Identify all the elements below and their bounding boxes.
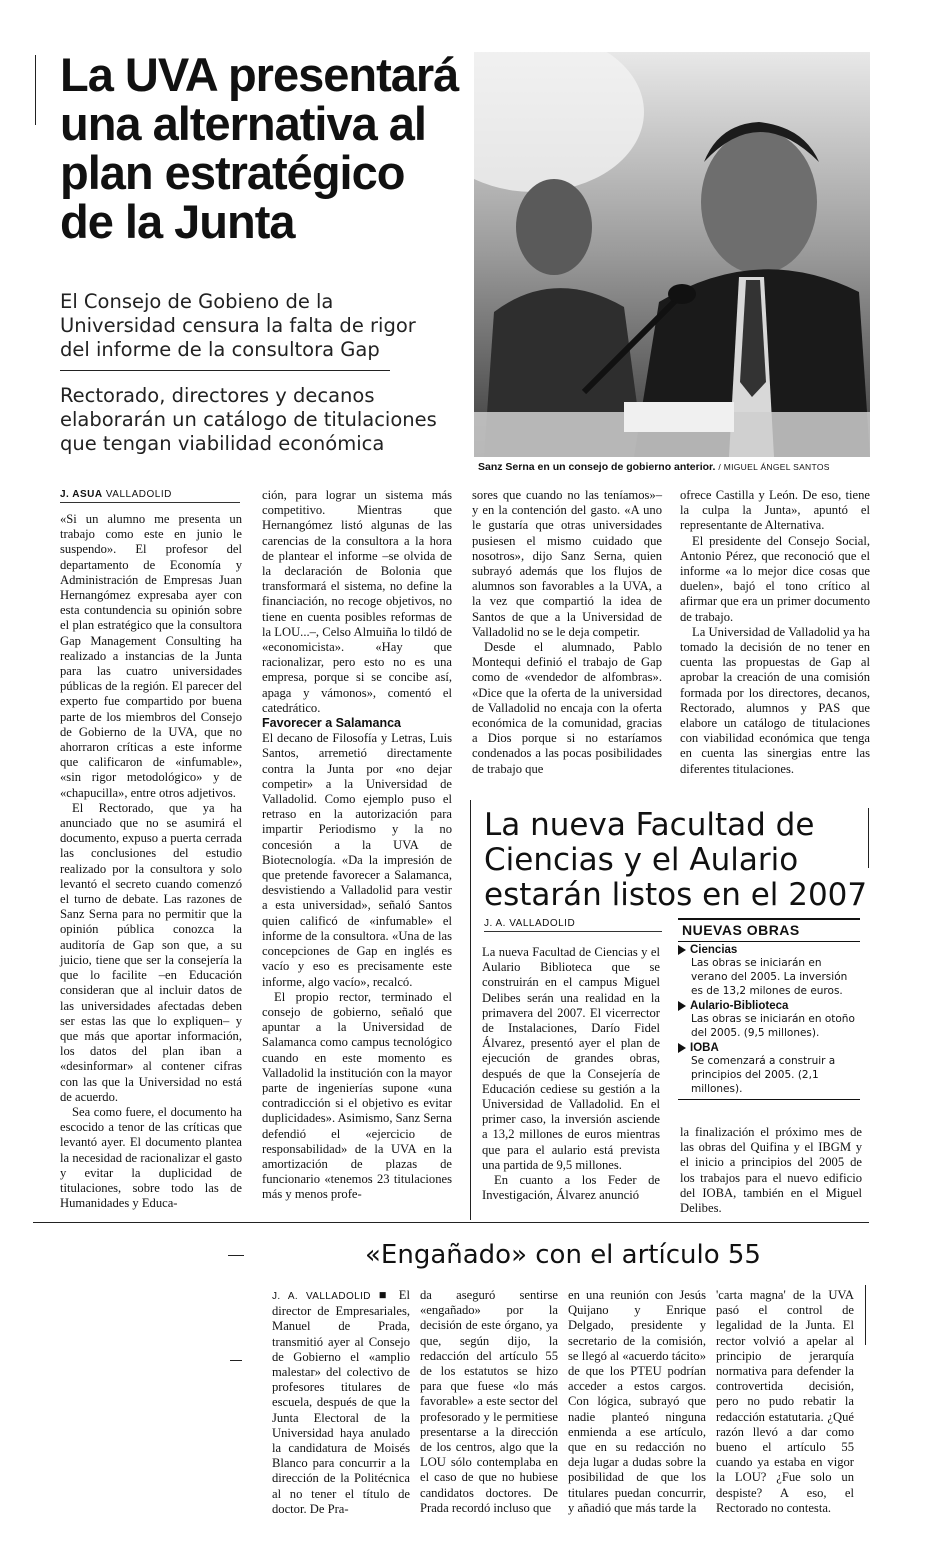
photo-credit: / MIGUEL ÁNGEL SANTOS	[718, 462, 830, 472]
deck-line: El Consejo de Gobieno de la	[60, 290, 334, 313]
paragraph: La nueva Facultad de Ciencias y el Aulario Biblioteca que se construirán en el campus Miguel Delibes serán una realidad en la primavera del 2007. El vicerrector de Instalaciones, Darío Fidel Álvarez, presentó ayer el plan de ejecución de grandes obras, después de que la Consejería de Educación cediese su gestión a la Universidad de Valladolid. En el primer caso, la inversión asciende a 13,2 millones de euros mientras que para el aulario está prevista una partida de 9,5 millones.	[482, 945, 660, 1172]
paragraph: Desde el alumnado, Pablo Montequi definió el trabajo de Gap como de «vendedor de alfombras». «Dice que la oferta de la universidad de Valladolid no encaja con la oferta económica de la comunidad, gracias a Dios porque si no estaríamos condenados a las pocas posibilidades de trabajo que	[472, 640, 662, 776]
main-column-2	[262, 488, 452, 1203]
headline-line: estarán listos en el 2007	[484, 877, 868, 913]
headline-line: de la Junta	[60, 195, 295, 248]
paragraph: El propio rector, terminado el consejo de gobierno, señaló que apuntar a la Universidad de Salamanca como campus tecnológico cuando en este momento es Valladolid la institución con la mayor parte de ingenierías supone «una contradicción si el objetivo es evitar duplicidades». Asimismo, Sanz Serna defendió el «ejercicio de responsabilidad» de la UVA en la amortización de plazas de funcionario «tenemos 23 titulaciones más y menos profe-	[262, 989, 452, 1202]
paragraph: El Rectorado, que ya ha anunciado que no se asumirá el documento, expuso a puerta cerrada las conclusiones del estudio realizado por la consultora y solo levantó el secreto cuando comenzó el turno de debate. Las razones de Sanz Serna para no permitir que la opinión pública conozca la auditoría de Gap son que, a su juicio, tiene que ser la consejería la que lo facilite –en Educación consideran que al incluir datos de las universidades afectadas deben ser estas las que lo expliquen– y que más que aportar información, los datos del plan iban a «desinformar» al contener cifras con las que la Universidad no está de acuerdo.	[60, 800, 242, 1104]
box-item	[678, 944, 860, 998]
box-item	[678, 1000, 860, 1040]
second-column-1	[482, 945, 660, 1203]
headline-line: plan estratégico	[60, 146, 405, 199]
box-item-title: Ciencias	[690, 944, 738, 956]
main-column-1	[60, 512, 242, 1211]
paragraph: ofrece Castilla y León. De eso, tiene la culpa la Junta», apuntó el representante de Alternativa.	[680, 488, 870, 533]
paragraph: El decano de Filosofía y Letras, Luis Santos, arremetió directamente contra la Junta por «no dejar competir» a la Universidad de Valladolid. Como ejemplo puso el retraso en la autorización para impartir Periodismo y la no concesión a la UVA de Biotecnología. «Da la impresión de que pretende favorecer a Salamanca, desvistiendo a Valladolid para vestir a esta universidad», señaló Santos quien calificó de «infumable» el informe de la consultora. «Una de las concepciones de Gap en inglés es vacío y eso es precisamente este informe, algo vacío», recalcó.	[262, 731, 452, 989]
subhead: Favorecer a Salamanca	[262, 716, 401, 731]
byline-place: VALLADOLID	[105, 489, 172, 500]
box-title: NUEVAS OBRAS	[678, 918, 860, 942]
paragraph: Sea como fuere, el documento ha escocido a tenor de las críticas que levantó ayer. El documento plantea la necesidad de racionalizar el gasto y evitar la duplicidad de titulaciones, sobre todo las de Humanidades y Educa-	[60, 1104, 242, 1211]
main-column-4	[680, 488, 870, 777]
paragraph: La Universidad de Valladolid ya ha tomado la decisión de no tener en cuenta las propuestas de Gap al aprobar la creación de una comisión formada por los directores, decanos, Rectorado, alumnos y PAS que elabore un catálogo de titulaciones con viabilidad económica que tenga en cuenta las sinergias entre las diferentes titulaciones.	[680, 624, 870, 776]
box-item	[678, 1042, 860, 1100]
main-headline	[60, 50, 470, 246]
nuevas-obras-box	[678, 918, 860, 1100]
deck-2	[60, 384, 460, 456]
photo-illustration	[474, 52, 870, 457]
headline-line: La UVA presentará	[60, 48, 459, 101]
byline-author: J. ASUA	[60, 489, 103, 500]
paragraph: sores que cuando no las teníamos»– y en la contención del gasto. «A uno le gustaría que otras universidades pusiesen el mismo cuidado que nosotros», dijo Sanz Serna, quien subrayó además que los flujos de alumnos son favorables a la UVA, a la vez que compartió la idea de Santos de que a la Universidad de Valladolid no se le deja competir.	[472, 488, 662, 639]
second-column-2	[680, 1125, 862, 1216]
paragraph: 'carta magna' de la UVA pasó el control de legalidad de la Junta. El rector volvió a apelar al principio de jerarquía normativa para defender la controvertida decisión, pero no pudo rebatir la redacción estatutaria. ¿Qué razón llevó a dar como bueno el artículo 55 cuando ya estaba en vigor la LOU? ¿Fue solo un despiste? A eso, el Rectorado no contesta.	[716, 1288, 854, 1515]
main-byline	[60, 489, 240, 503]
headline-line: Ciencias y el Aulario	[484, 842, 799, 878]
paragraph-text: El director de Empresariales, Manuel de Prada, transmitió ayer al Consejo de Gobierno el «amplio malestar» del colectivo de profesores titulares de escuela, después de que la Junta Electoral de la Universidad haya anulado la candidatura de Moisés Blanco para concurrir a la dirección de la Politécnica al no tener el título de doctor. De Pra-	[272, 1288, 410, 1516]
paragraph: ción, para lograr un sistema más competitivo. Mientras que Hernangómez listó algunas de las carencias de la consultora a la hora de plantear el informe –se olvida de la declaración de Bolonia que transformará el sistema, no define la financiación, no recoge objetivos, no tiene en cuenta posibles reformas de la LOU...–, Celso Almuiña lo tildó de «economicista». «Hay que racionalizar, pero esto no es una empresa, porque si se concibe así, apaga y vámonos», comentó el catedrático.	[262, 488, 452, 715]
box-item-text: Se comenzará a construir a principios del 2005. (2,1 millones).	[678, 1054, 860, 1100]
deck-1	[60, 290, 460, 362]
paragraph: en una reunión con Jesús Quijano y Enrique Delgado, presidente y secretario de la comisión, se llegó al «acuerdo tácito» de que los PTEU podrían acceder a estos cargos. Con lógica, subrayó que nadie planteó ninguna enmienda a ese artículo, que en su redacción no deja lugar a dudas sobre la posibilidad de que los titulares puedan concurrir, y añadió que más tarde la	[568, 1288, 706, 1515]
third-headline: «Engañado» con el artículo 55	[365, 1240, 761, 1270]
paragraph	[272, 1288, 410, 1517]
third-column-2	[420, 1288, 558, 1516]
headline-line: La nueva Facultad de	[484, 807, 815, 843]
box-item-text: Las obras se iniciarán en verano del 2005. La inversión es de 13,2 milones de euros.	[691, 957, 848, 997]
second-headline	[484, 808, 874, 913]
paragraph: la finalización el próximo mes de las obras del Quifina y el IBGM y el inicio a principios del 2005 de los trabajos para el nuevo edificio del IOBA, también en el Miguel Delibes.	[680, 1125, 862, 1216]
box-item-text: Las obras se iniciarán en otoño del 2005. (9,5 millones).	[691, 1013, 855, 1039]
square-bullet-icon: ■	[378, 1288, 391, 1302]
deck-line: Universidad censura la falta de rigor	[60, 314, 416, 337]
headline-line: una alternativa al	[60, 97, 426, 150]
triangle-bullet-icon	[678, 945, 686, 955]
third-column-4	[716, 1288, 854, 1516]
paragraph: En cuanto a los Feder de Investigación, Álvarez anunció	[482, 1173, 660, 1203]
second-byline: J. A. VALLADOLID	[484, 918, 662, 932]
box-item-title: IOBA	[690, 1042, 719, 1054]
triangle-bullet-icon	[678, 1001, 686, 1011]
third-byline: J. A. VALLADOLID	[272, 1291, 371, 1302]
box-item-title: Aulario-Biblioteca	[690, 1000, 789, 1012]
main-column-3	[472, 488, 662, 777]
deck-line: Rectorado, directores y decanos	[60, 384, 375, 407]
caption-text: Sanz Serna en un consejo de gobierno anterior.	[478, 461, 716, 473]
photo-caption	[478, 461, 878, 473]
third-column-1	[272, 1288, 410, 1517]
paragraph: El presidente del Consejo Social, Antonio Pérez, que reconoció que el informe «a lo mejor dice cosas que duelen», bajó el tono crítico al afirmar que era un primer documento de trabajo.	[680, 533, 870, 624]
triangle-bullet-icon	[678, 1043, 686, 1053]
deck-line: del informe de la consultora Gap	[60, 338, 380, 361]
news-photo	[474, 52, 870, 457]
paragraph: «Si un alumno me presenta un trabajo como este en junio le suspendo». El profesor del departamento de Economía y Administración de Empresas Juan Hernangómez expresaba ayer con esta contundencia su opinión sobre el plan estratégico que la consultora Gap Management Consulting ha realizado a instancias de la Junta para las cuatro universidades públicas de la región. El parecer del experto fue compartido por buena parte de los miembros del Consejo de Gobierno de la UVA, que no ahorraron críticas a este informe que calificaron de «infumable», «sin rigor metodológico» y de «chapucilla», entre otros adjetivos.	[60, 512, 242, 800]
paragraph: da aseguró sentirse «engañado» por la decisión de este órgano, ya que, según dijo, la redacción del artículo 55 de los estatutos se hizo para que fuese «lo más favorable» a este sector del profesorado y le permitiese presentarse a la dirección de los centros, algo que la LOU sólo contemplaba en el caso de que no hubiese candidatos doctores. De Prada recordó incluso que	[420, 1288, 558, 1515]
third-column-3	[568, 1288, 706, 1516]
deck-line: que tengan viabilidad económica	[60, 432, 385, 455]
deck-line: elaborarán un catálogo de titulaciones	[60, 408, 437, 431]
